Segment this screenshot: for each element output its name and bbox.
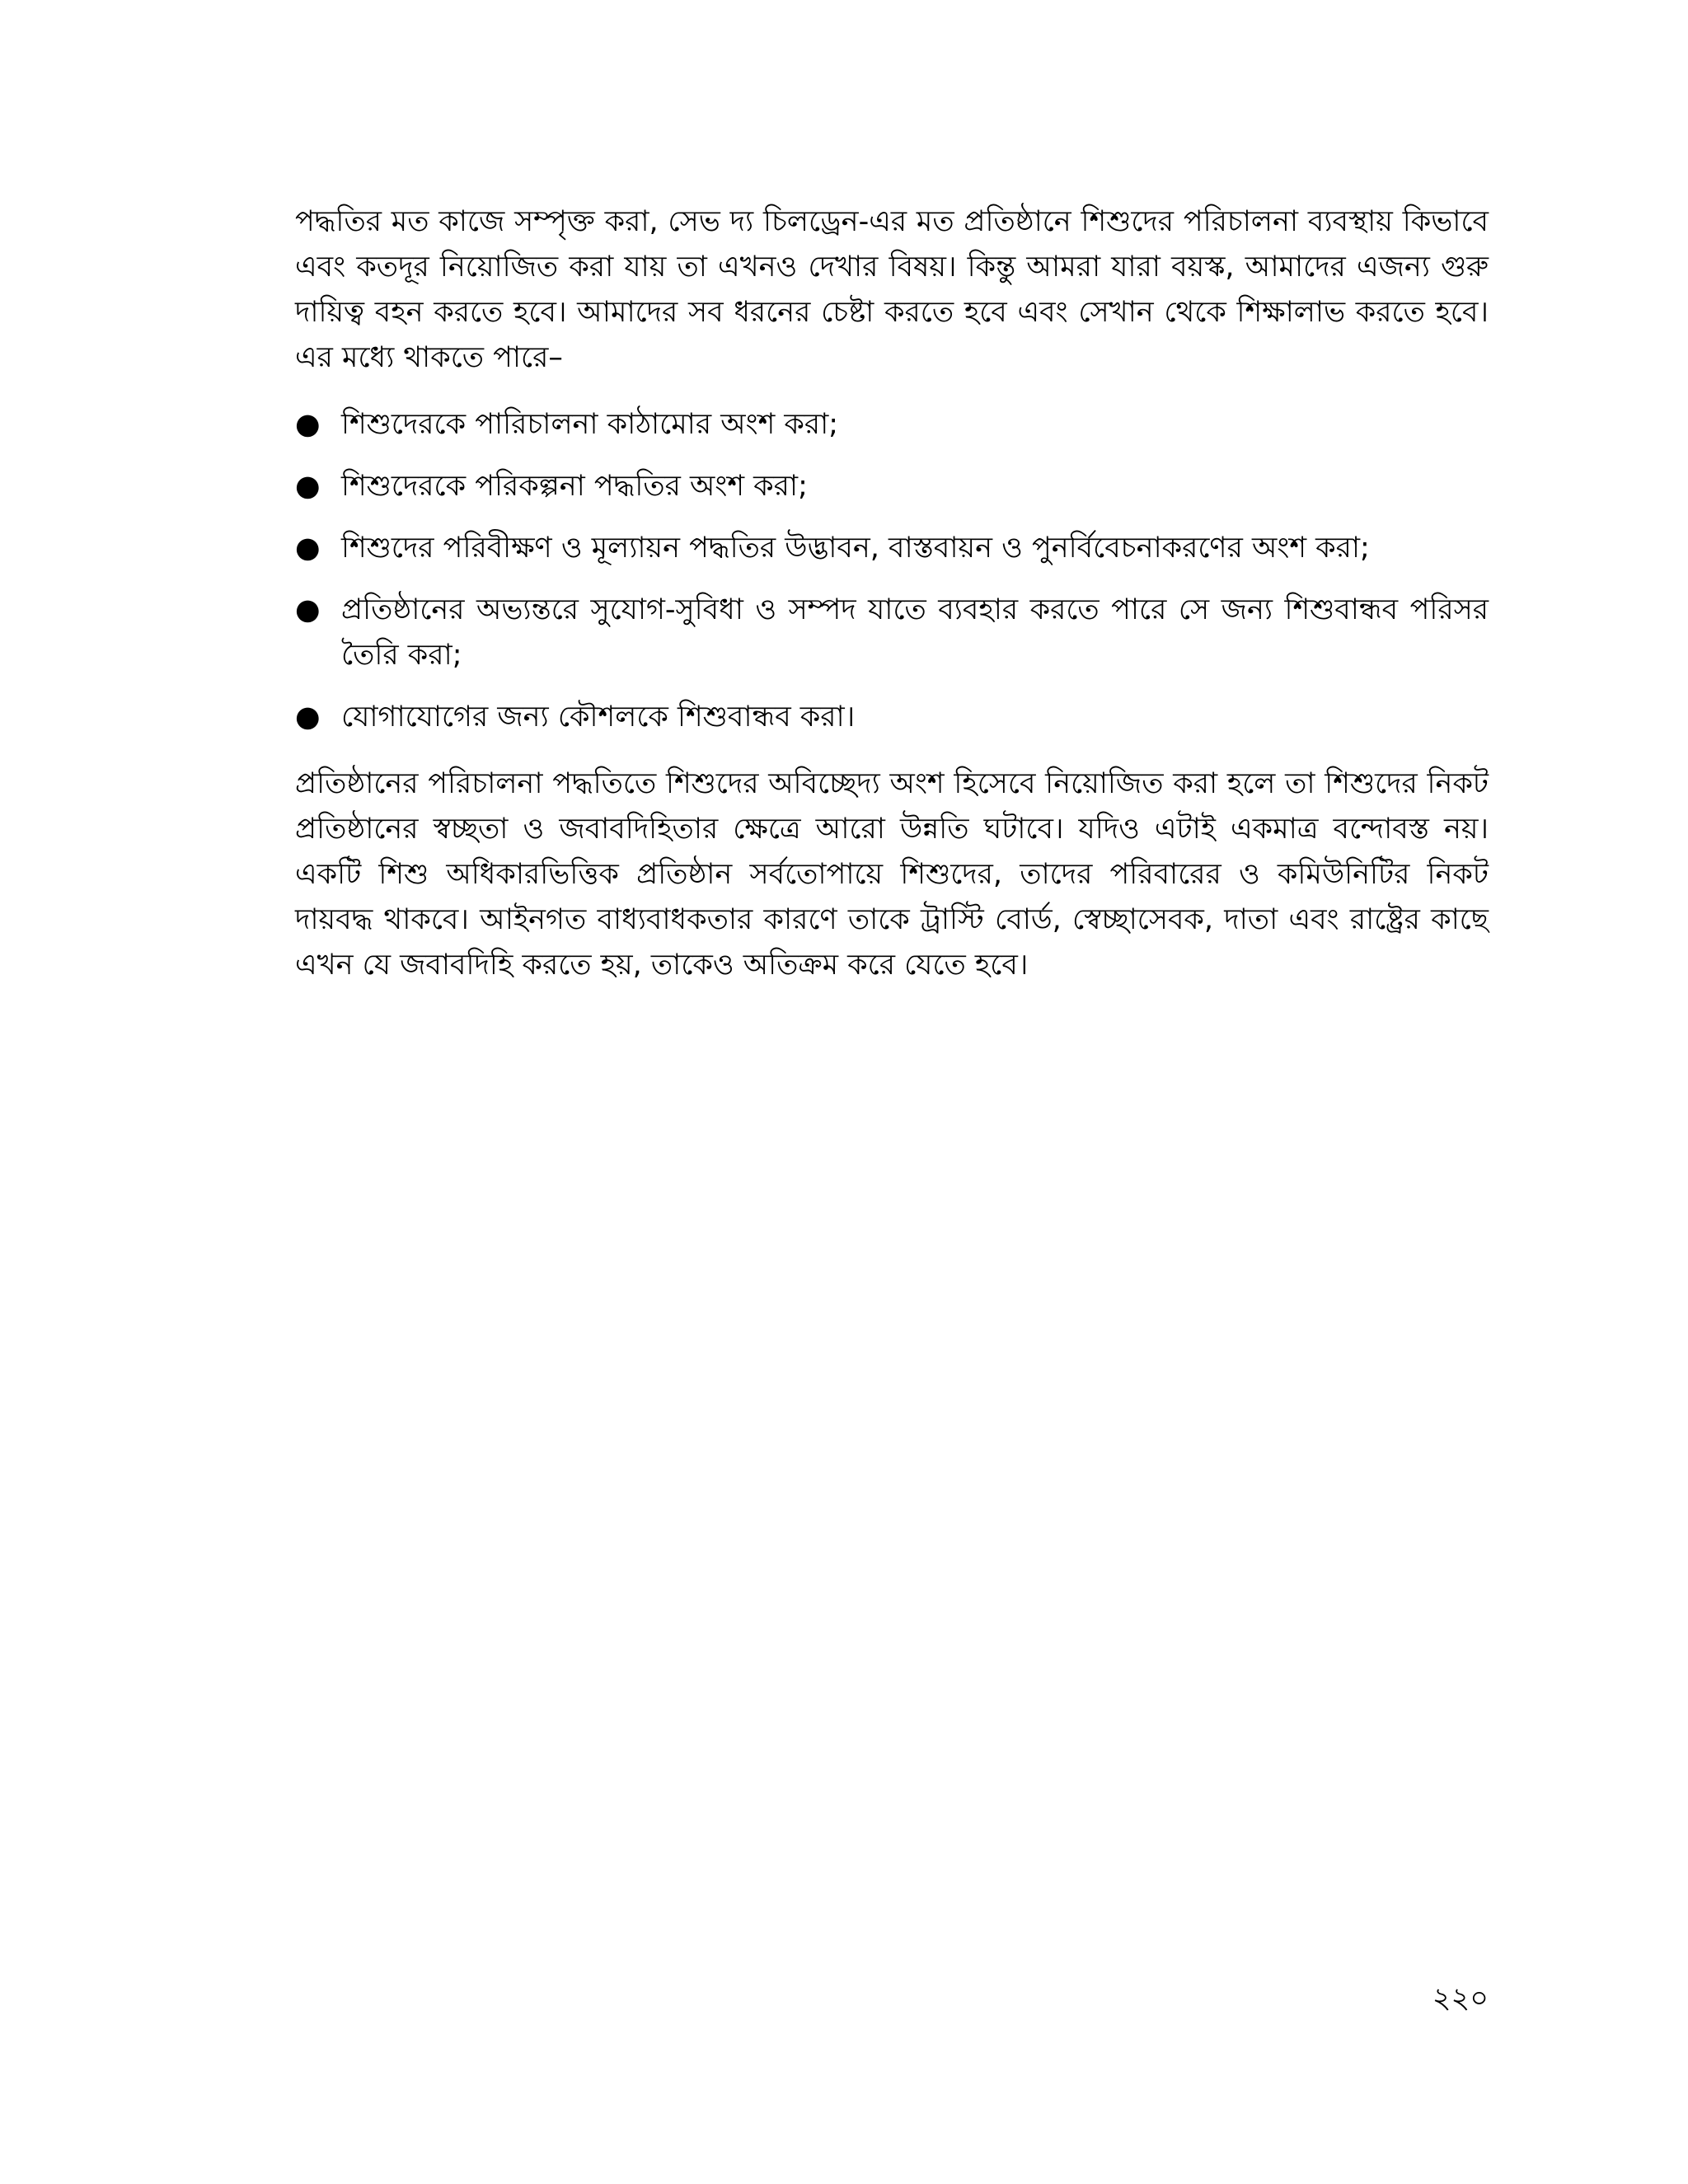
bullet-list	[295, 402, 1489, 740]
list-item-text: শিশুদেরকে পারিচালনা কাঠামোর অংশ করা;	[341, 408, 839, 441]
paragraph-intro: পদ্ধতির মত কাজে সম্পৃক্ত করা, সেভ দ্য চিলড্রেন-এর মত প্রতিষ্ঠানে শিশুদের পরিচালনা ব্যবস্থায় কিভাবে এবং কতদূর নিয়োজিত করা যায় তা এখনও দেখার বিষয়। কিন্তু আমরা যারা বয়স্ক, আমাদের এজন্য গুরু দায়িত্ব বহন করতে হবে। আমাদের সব ধরনের চেষ্টা করতে হবে এবং সেখান থেকে শিক্ষালাভ করতে হবে। এর মধ্যে থাকতে পারে–	[295, 205, 1489, 374]
bullet-icon: ●	[295, 593, 321, 626]
bullet-icon: ●	[295, 532, 321, 565]
list-item-text: শিশুদের পরিবীক্ষণ ও মূল্যায়ন পদ্ধতির উদ্ভাবন, বাস্তবায়ন ও পুনর্বিবেচনাকরণের অংশ করা;	[341, 532, 1370, 565]
list-item-text: প্রতিষ্ঠানের অভ্যন্তরে সুযোগ-সুবিধা ও সম্পদ যাতে ব্যবহার করতে পারে সে জন্য শিশুবান্ধব পরিসর তৈরি করা;	[341, 593, 1489, 672]
bullet-icon: ●	[295, 408, 321, 441]
page-content	[295, 199, 1489, 988]
bullet-icon: ●	[295, 701, 321, 733]
list-item-text: শিশুদেরকে পরিকল্পনা পদ্ধতির অংশ করা;	[341, 470, 808, 503]
paragraph-conclusion: প্রতিষ্ঠানের পরিচালনা পদ্ধতিতে শিশুদের অবিচ্ছেদ্য অংশ হিসেবে নিয়োজিত করা হলে তা শিশুদের নিকট প্রতিষ্ঠানের স্বচ্ছতা ও জবাবদিহিতার ক্ষেত্রে আরো উন্নতি ঘটাবে। যদিও এটাই একমাত্র বন্দোবস্ত নয়। একটি শিশু অধিকারভিত্তিক প্রতিষ্ঠান সর্বতোপায়ে শিশুদের, তাদের পরিবারের ও কমিউনিটির নিকট দায়বদ্ধ থাকবে। আইনগত বাধ্যবাধকতার কারণে তাকে ট্রাস্টি বোর্ড, স্বেচ্ছাসেবক, দাতা এবং রাষ্ট্রের কাছে এখন যে জবাবদিহি করতে হয়, তাকেও অতিক্রম করে যেতে হবে।	[295, 767, 1489, 982]
bullet-icon: ●	[295, 470, 321, 503]
list-item	[295, 695, 1489, 740]
list-item	[295, 464, 1489, 509]
page-number: ২২০	[1432, 1982, 1489, 2015]
list-item	[295, 526, 1489, 571]
list-item	[295, 402, 1489, 448]
list-item	[295, 588, 1489, 678]
list-item-text: যোগাযোগের জন্য কৌশলকে শিশুবান্ধব করা।	[341, 701, 856, 733]
